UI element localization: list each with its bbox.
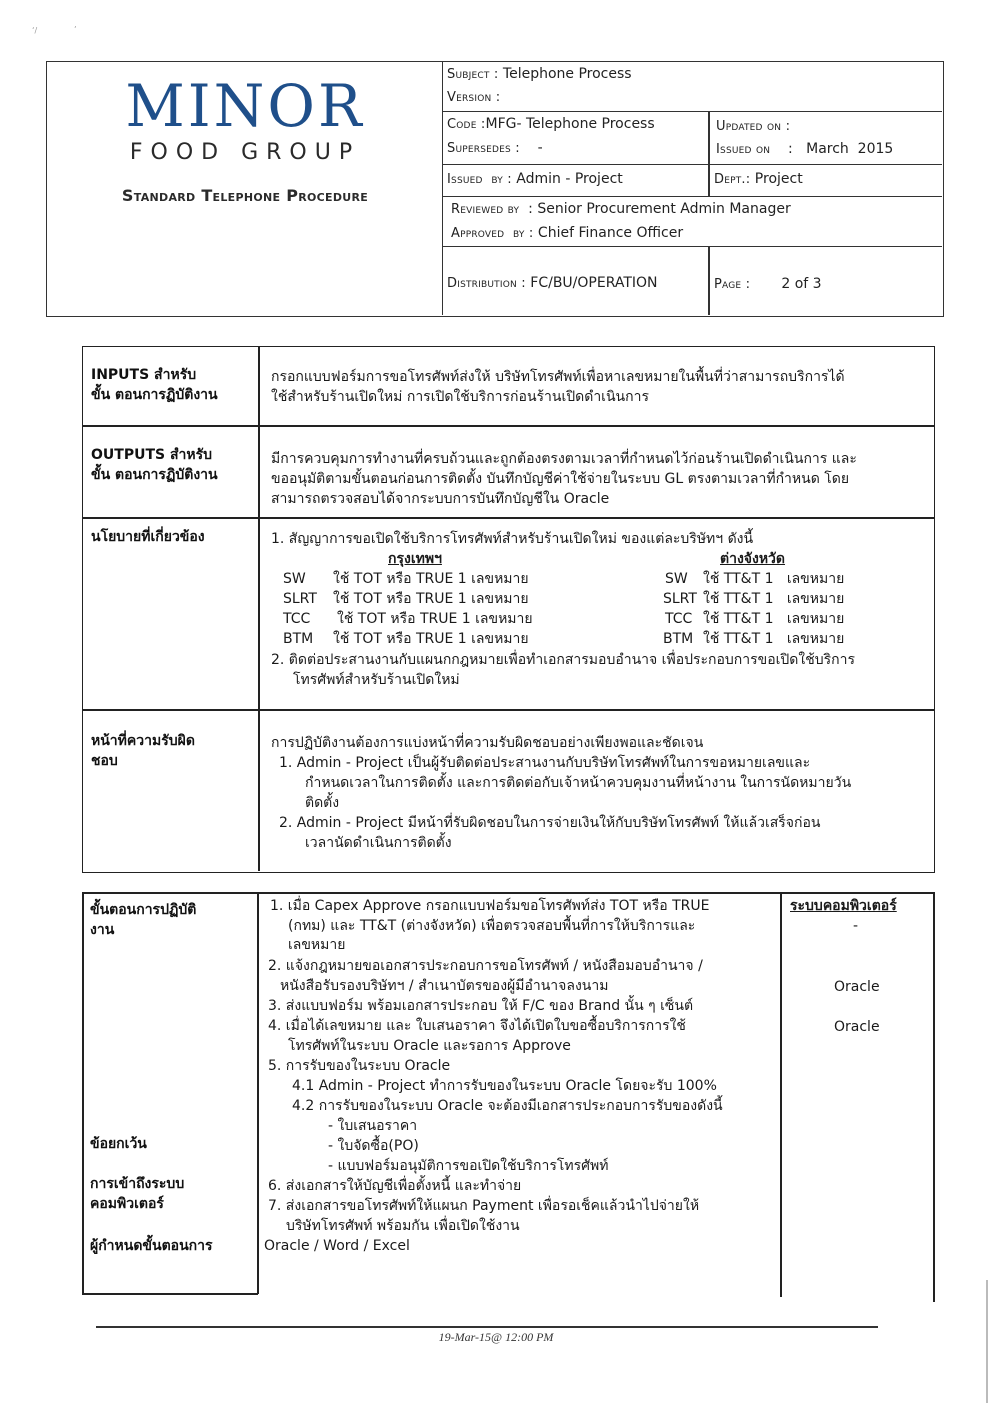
responsibility-line: 2. Admin - Project มีหน้าที่รับผิดชอบในการจ่ายเงินให้กับบริษัทโทรศัพท์ ให้แล้วเสร็จก่อน [279, 815, 821, 831]
page-cell [708, 247, 942, 315]
province-brand: SLRT [663, 591, 697, 607]
reviewed-label: Reviewed by [451, 202, 520, 217]
distribution-cell [443, 247, 708, 315]
bangkok-brand: SW [283, 571, 306, 587]
issued-by-cell [443, 165, 708, 197]
logo-subtitle: FOOD GROUP [129, 140, 361, 165]
procedure-step: โทรศัพท์ในระบบ Oracle และรอการ Approve [288, 1038, 571, 1054]
footer-timestamp: 19-Mar-15@ 12:00 PM [438, 1330, 554, 1344]
responsibility-label: หน้าที่ความรับผิด ชอบ [91, 733, 195, 769]
scan-edge [986, 1280, 988, 1403]
issued-on-value: March 2015 [806, 141, 894, 157]
procedure-step: เลขหมาย [288, 937, 346, 953]
bangkok-provider: ใช้ TOT หรือ TRUE 1 เลขหมาย [333, 631, 529, 647]
column-divider [780, 892, 782, 1297]
procedure-table [82, 892, 935, 1302]
procedure-step: บริษัทโทรศัพท์ พร้อมกัน เพื่อเปิดใช้งาน [286, 1218, 520, 1234]
policy-item-1: 1. สัญญาการขอเปิดใช้บริการโทรศัพท์สำหรับร้านเปิดใหม่ ของแต่ละบริษัทฯ ดังนี้ [271, 531, 754, 547]
outputs-text-line: ขออนุมัติตามขั้นตอนก่อนการติดตั้ง บันทึกบัญชีค่าใช้จ่ายในระบบ GL ตรงตามเวลาที่กำหนด โดย [271, 471, 850, 487]
computer-access-label: การเข้าถึงระบบ คอมพิวเตอร์ [90, 1176, 185, 1212]
required-document: - ใบจัดซื้อ(PO) [328, 1138, 419, 1154]
process-table [82, 346, 935, 873]
process-owner-label: ผู้กำหนดขั้นตอนการ [90, 1238, 213, 1254]
table-border [933, 892, 935, 1302]
policy-label: นโยบายที่เกี่ยวข้อง [91, 529, 205, 545]
system-header: ระบบคอมพิวเตอร์ [790, 898, 897, 914]
province-provider: ใช้ TT&T 1 เลขหมาย [703, 631, 845, 647]
dept-cell [708, 165, 942, 197]
bangkok-brand: SLRT [283, 591, 317, 607]
distribution-value: FC/BU/OPERATION [530, 275, 658, 291]
procedure-step: 4. เมื่อได้เลขหมาย และ ใบเสนอราคา จึงได้เปิดใบขอซื้อบริการการใช้ [268, 1018, 686, 1034]
exception-label: ข้อยกเว้น [90, 1136, 147, 1152]
bangkok-brand: TCC [283, 611, 311, 627]
province-provider: ใช้ TT&T 1 เลขหมาย [703, 571, 845, 587]
distribution-label: Distribution : [447, 276, 526, 291]
table-border [82, 892, 84, 1294]
province-brand: BTM [663, 631, 694, 647]
procedure-step: 5. การรับของในระบบ Oracle [268, 1058, 451, 1074]
logo-brand: MINOR [125, 72, 365, 140]
policy-item-2-cont: โทรศัพท์สำหรับร้านเปิดใหม่ [293, 672, 460, 688]
province-brand: TCC [665, 611, 693, 627]
review-cell [443, 197, 942, 247]
supersedes-label: Supersedes : [447, 141, 520, 156]
procedure-step: (กทม) และ TT&T (ต่างจังหวัด) เพื่อตรวจสอบพื้นที่การให้บริการและ [288, 918, 696, 934]
issued-on-sep: : [788, 141, 793, 157]
required-document: - ใบเสนอราคา [328, 1118, 418, 1134]
outputs-text-line: มีการควบคุมการทำงานที่ครบถ้วนและถูกต้องตรงตามเวลาที่กำหนดไว้ก่อนร้านเปิดดำเนินการ และ [271, 451, 857, 467]
procedure-step: หนังสือรับรองบริษัทฯ / สำเนาบัตรของผู้มีอำนาจลงนาม [280, 978, 609, 994]
procedure-step: 6. ส่งเอกสารให้บัญชีเพื่อตั้งหนี้ และทำจ่าย [268, 1178, 522, 1194]
table-border [82, 1293, 258, 1295]
procedure-label: ขั้นตอนการปฏิบัติ งาน [90, 902, 197, 938]
reviewed-value: : Senior Procurement Admin Manager [528, 201, 791, 217]
procedure-step: 1. เมื่อ Capex Approve กรอกแบบฟอร์มขอโทรศัพท์ส่ง TOT หรือ TRUE [270, 898, 710, 914]
computer-tools: Oracle / Word / Excel [264, 1238, 410, 1254]
scan-mark: ‚ [74, 20, 77, 29]
responsibility-line: ติดตั้ง [305, 795, 340, 811]
policy-item-2: 2. ติดต่อประสานงานกับแผนกกฎหมายเพื่อทำเอกสารมอบอำนาจ เพื่อประกอบการขอเปิดใช้บริการ [271, 652, 856, 668]
system-value: Oracle [834, 979, 880, 995]
approved-value: Chief Finance Officer [537, 225, 684, 241]
document-header [46, 61, 944, 317]
table-border [82, 892, 935, 894]
code-value: MFG- Telephone Process [485, 116, 655, 132]
inputs-text-line: ใช้สำหรับร้านเปิดใหม่ การเปิดใช้บริการก่อนร้านเปิดดำเนินการ [271, 389, 649, 405]
bangkok-header: กรุงเทพฯ [388, 551, 442, 567]
version-label: Version : [447, 90, 501, 105]
province-provider: ใช้ TT&T 1 เลขหมาย [703, 591, 845, 607]
inputs-text-line: กรอกแบบฟอร์มการขอโทรศัพท์ส่งให้ บริษัทโทรศัพท์เพื่อหาเลขหมายในพื้นที่ว่าสามารถบริการได้ [271, 369, 845, 385]
bangkok-provider: ใช้ TOT หรือ TRUE 1 เลขหมาย [333, 571, 529, 587]
subject-value: Telephone Process [502, 66, 632, 82]
issued-by-label: Issued by : [447, 172, 512, 187]
dept-value: Project [754, 171, 803, 187]
procedure-step: 2. แจ้งกฎหมายขอเอกสารประกอบการขอโทรศัพท์ / หนังสือมอบอำนาจ / [268, 958, 703, 974]
responsibility-line: กำหนดเวลาในการติดตั้ง และการติดต่อกับเจ้าหน้าควบคุมงานที่หน้างาน ในการนัดหมายวัน [305, 775, 852, 791]
page-number: 2 of 3 [781, 276, 822, 292]
dept-label: Dept.: [714, 172, 751, 187]
bangkok-provider: ใช้ TOT หรือ TRUE 1 เลขหมาย [337, 611, 533, 627]
row-divider [83, 517, 934, 519]
procedure-substep: 4.2 การรับของในระบบ Oracle จะต้องมีเอกสารประกอบการรับของดังนี้ [292, 1098, 723, 1114]
province-provider: ใช้ TT&T 1 เลขหมาย [703, 611, 845, 627]
issued-on-label: Issued on [716, 142, 771, 157]
column-divider [257, 892, 259, 1294]
code-cell [443, 112, 708, 165]
page-label: Page : [714, 277, 751, 292]
inputs-label: INPUTS สำหรับ ขั้น ตอนการฏิบัติงาน [91, 367, 218, 403]
outputs-text-line: สามารถตรวจสอบได้จากระบบการบันทึกบัญชีใน Oracle [271, 491, 610, 507]
required-document: - แบบฟอร์มอนุมัติการขอเปิดใช้บริการโทรศัพท์ [328, 1158, 609, 1174]
subject-cell [443, 62, 942, 112]
divider [708, 247, 710, 315]
system-value: - [853, 918, 859, 934]
subject-label: Subject : [447, 67, 499, 82]
procedure-step: 3. ส่งแบบฟอร์ม พร้อมเอกสารประกอบ ให้ F/C ของ Brand นั้น ๆ เซ็นต์ [268, 998, 694, 1014]
procedure-step: 7. ส่งเอกสารขอโทรศัพท์ให้แผนก Payment เพื่อรอเช็คแล้วนำไปจ่ายให้ [268, 1198, 700, 1214]
province-header: ต่างจังหวัด [720, 551, 786, 567]
row-divider [83, 425, 934, 427]
responsibility-intro: การปฏิบัติงานต้องการแบ่งหน้าที่ความรับผิดชอบอย่างเพียงพอและชัดเจน [271, 735, 704, 751]
responsibility-line: 1. Admin - Project เป็นผู้รับติดต่อประสานงานกับบริษัทโทรศัพท์ในการขอหมายเลขและ [279, 755, 811, 771]
procedure-substep: 4.1 Admin - Project ทำการรับของในระบบ Oracle โดยจะรับ 100% [292, 1078, 717, 1094]
divider [708, 112, 710, 197]
footer-divider [96, 1326, 878, 1328]
document-title: Standard Telephone Procedure [121, 186, 369, 205]
dates-cell [708, 112, 942, 165]
updated-label: Updated on : [716, 119, 791, 134]
bangkok-provider: ใช้ TOT หรือ TRUE 1 เลขหมาย [333, 591, 529, 607]
scan-mark: ‘/ [32, 26, 38, 35]
row-divider [83, 709, 934, 711]
issued-by-value: Admin - Project [516, 171, 623, 187]
province-brand: SW [665, 571, 688, 587]
supersedes-value: - [537, 140, 543, 156]
system-value: Oracle [834, 1019, 880, 1035]
bangkok-brand: BTM [283, 631, 314, 647]
logo-area [47, 62, 443, 315]
responsibility-line: เวลานัดดำเนินการติดตั้ง [305, 835, 452, 851]
outputs-label: OUTPUTS สำหรับ ขั้น ตอนการฏิบัติงาน [91, 447, 218, 483]
approved-label: Approved by : [451, 226, 534, 241]
code-label: Code : [447, 117, 486, 132]
